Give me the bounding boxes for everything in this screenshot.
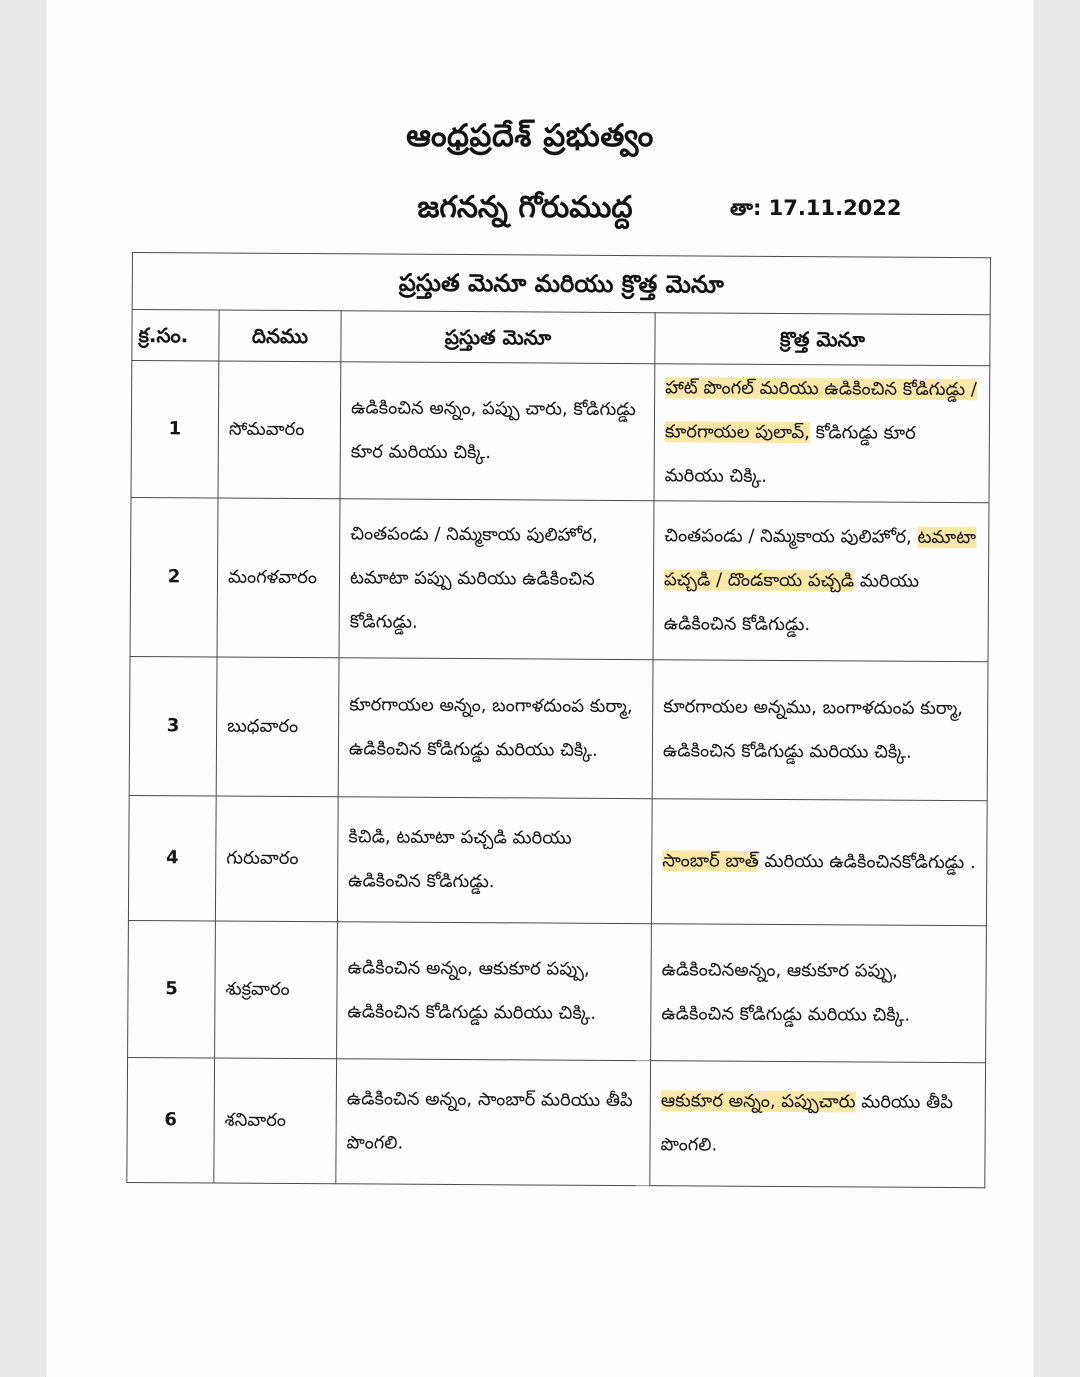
table-row — [129, 656, 988, 800]
table-row — [127, 1057, 986, 1187]
current-menu-cell: ఉడికించిన అన్నం, సాంబార్ మరియు తీపి పొంగలి. — [336, 1059, 651, 1186]
highlighted-text: టమాటా పచ్చడి / దొండకాయ పచ్చడి — [663, 526, 976, 592]
row-day: శుక్రవారం — [215, 921, 338, 1059]
new-menu-text: మరియు ఉడికించిన కోడిగుడ్డు. — [663, 570, 920, 636]
new-menu-cell — [650, 1061, 986, 1188]
row-number: 5 — [128, 920, 216, 1058]
date-block — [730, 196, 902, 226]
header-current-menu: ప్రస్తుత మెనూ — [341, 311, 655, 364]
new-menu-text: మరియు తీపి పొంగలి. — [660, 1091, 954, 1156]
table-caption: ప్రస్తుత మెనూ మరియు క్రొత్త మెనూ — [132, 253, 990, 315]
current-menu-cell: ఉడికించిన అన్నం, పప్పు చారు, కోడిగుడ్డు కూర మరియు చిక్కి. — [340, 362, 655, 501]
row-number: 6 — [127, 1057, 215, 1183]
new-menu-cell: కూరగాయల అన్నము, బంగాళదుంప కుర్మా, ఉడికించిన కోడిగుడ్డు మరియు చిక్కి. — [652, 660, 988, 801]
current-menu-cell: చింతపండు / నిమ్మకాయ పులిహోర, టమాటా పప్పు మరియు ఉడికించిన కోడిగుడ్డు. — [339, 499, 654, 660]
highlighted-text: హాట్ పొంగల్ మరియు ఉడికించిన కోడిగుడ్డు / కూరగాయల పులావ్, — [664, 377, 977, 444]
new-menu-text-pre: చింతపండు / నిమ్మకాయ పులిహోర, — [664, 525, 918, 548]
new-menu-cell — [654, 364, 990, 503]
new-menu-cell: ఉడికించినఅన్నం, ఆకుకూర పప్పు, ఉడికించిన కోడిగుడ్డు మరియు చిక్కి. — [651, 924, 987, 1063]
menu-table — [126, 252, 991, 1188]
new-menu-text: మరియు ఉడికించినకోడిగుడ్డు . — [758, 850, 976, 874]
row-day: సోమవారం — [218, 361, 341, 499]
row-day: మంగళవారం — [217, 498, 340, 658]
date-label: తా: — [730, 196, 762, 220]
table-row — [128, 920, 987, 1062]
header-new-menu: క్రొత్త మెనూ — [655, 313, 990, 366]
row-number: 2 — [130, 497, 218, 657]
current-menu-cell: ఉడికించిన అన్నం, ఆకుకూర పప్పు, ఉడికించిన కోడిగుడ్డు మరియు చిక్కి. — [337, 922, 652, 1061]
highlighted-text: సాంబార్ బాత్ — [662, 850, 759, 872]
header-day: దినము — [219, 310, 341, 362]
table-row — [128, 795, 987, 925]
row-day: బుధవారం — [216, 657, 339, 797]
table-row — [130, 497, 989, 661]
current-menu-cell: కూరగాయల అన్నం, బంగాళదుంప కుర్మా, ఉడికించిన కోడిగుడ్డు మరియు చిక్కి. — [338, 658, 653, 799]
document-title: ఆంధ్రప్రదేశ్ ప్రభుత్వం — [406, 118, 654, 154]
new-menu-cell — [651, 799, 987, 926]
row-number: 1 — [131, 361, 219, 499]
document-subtitle: జగనన్న గోరుముద్ద — [417, 190, 633, 225]
row-day: గురువారం — [215, 796, 338, 922]
row-number: 4 — [128, 795, 216, 921]
new-menu-cell — [653, 501, 989, 662]
current-menu-cell: కిచిడి, టమాటా పచ్చడి మరియు ఉడికించిన కోడిగుడ్డు. — [337, 797, 652, 924]
new-menu-text: కోడిగుడ్డు కూర మరియు చిక్కి. — [664, 422, 916, 487]
table-row — [131, 361, 990, 503]
highlighted-text: ఆకుకూర అన్నం, పప్పుచారు — [660, 1090, 856, 1113]
row-number: 3 — [129, 656, 217, 796]
date-value: 17.11.2022 — [768, 196, 902, 220]
row-day: శనివారం — [214, 1058, 337, 1184]
header-sno: క్ర.సం. — [132, 310, 219, 362]
